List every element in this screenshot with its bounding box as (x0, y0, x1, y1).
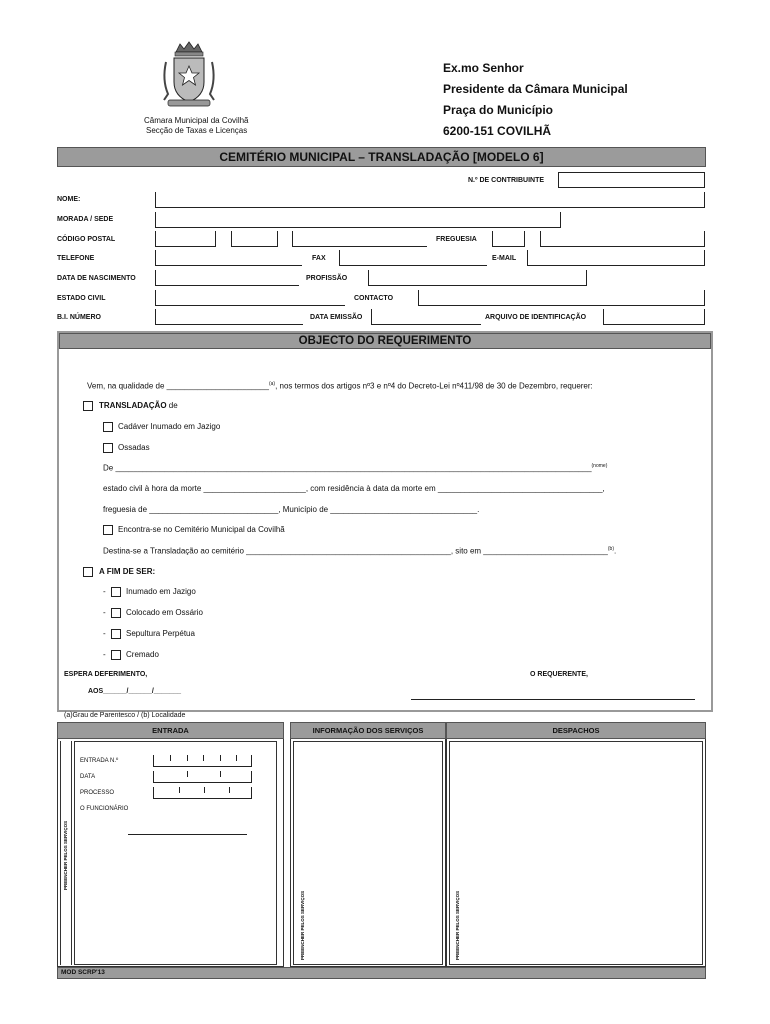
cadaver-checkbox[interactable] (103, 422, 113, 432)
data-emissao-field[interactable] (371, 309, 481, 325)
telefone-label: TELEFONE (57, 255, 95, 262)
date-line: AOS______/______/_______ (88, 688, 182, 695)
cremado-label: Cremado (126, 650, 159, 659)
despachos-header: DESPACHOS (446, 722, 706, 739)
afim-label: A FIM DE SER: (99, 567, 156, 576)
arquivo-field[interactable] (603, 309, 705, 325)
ossario-checkbox[interactable] (111, 608, 121, 618)
form-title: CEMITÉRIO MUNICIPAL – TRANSLADAÇÃO [MODELO 6] (57, 147, 706, 167)
ossario-label: Colocado em Ossário (126, 608, 203, 617)
address-line: Presidente da Câmara Municipal (443, 82, 628, 96)
option-dash: - (103, 608, 106, 617)
destina-end: . (614, 546, 617, 556)
de-sup: (nome) (591, 463, 608, 469)
municipal-coat-of-arms-icon (160, 40, 218, 112)
morada-field[interactable] (155, 212, 561, 228)
inumado-label: Inumado em Jazigo (126, 587, 196, 596)
footnotes: (a)Grau de Parentesco / (b) Localidade (64, 712, 186, 719)
sepultura-checkbox[interactable] (111, 629, 121, 639)
profissao-label: PROFISSÃO (306, 275, 348, 282)
info-vertical-label: PREENCHER PELOS SERVIÇOS (300, 890, 305, 960)
data-nascimento-label: DATA DE NASCIMENTO (57, 275, 136, 282)
entrada-no-label: ENTRADA N.º (80, 758, 119, 764)
transladacao-label (99, 401, 178, 410)
encontra-label: Encontra-se no Cemitério Municipal da Covilhã (118, 525, 285, 534)
profissao-field[interactable] (368, 270, 587, 286)
espera-deferimento: ESPERA DEFERIMENTO, (64, 671, 148, 678)
arquivo-label: ARQUIVO DE IDENTIFICAÇÃO (485, 314, 587, 321)
transladacao-bold: TRANSLADAÇÃO (99, 401, 167, 410)
destina-line (103, 546, 616, 556)
bi-numero-field[interactable] (155, 309, 303, 325)
address-line: 6200-151 COVILHÃ (443, 124, 552, 138)
funcionario-label: O FUNCIONÁRIO (80, 806, 129, 812)
ossadas-label: Ossadas (118, 443, 150, 452)
info-inner-box[interactable] (293, 741, 443, 965)
codigo-postal-field-2[interactable] (231, 231, 278, 247)
freguesia-field-1[interactable] (492, 231, 525, 247)
email-label: E-MAIL (492, 255, 517, 262)
option-dash: - (103, 629, 106, 638)
bi-numero-label: B.I. NÚMERO (57, 314, 101, 321)
entrada-vertical-label: PREENCHER PELOS SERVIÇOS (63, 820, 68, 890)
localidade-field[interactable] (292, 231, 427, 247)
nome-label: NOME: (57, 196, 81, 203)
processo-field[interactable] (153, 787, 252, 799)
recipient-address (443, 58, 628, 142)
option-dash: - (103, 587, 106, 596)
despachos-vertical-label: PREENCHER PELOS SERVIÇOS (455, 890, 460, 960)
data-label: DATA (80, 774, 96, 780)
intro-sup: (a) (268, 381, 276, 387)
morada-label: MORADA / SEDE (57, 216, 114, 223)
contribuinte-label: N.º DE CONTRIBUINTE (468, 177, 545, 184)
intro-rest: , nos termos dos artigos nº3 e nº4 do Decreto-Lei nº411/98 de 30 de Dezembro, requerer: (275, 381, 593, 391)
contacto-label: CONTACTO (354, 295, 394, 302)
entrada-no-field[interactable] (153, 755, 252, 767)
data-emissao-label: DATA EMISSÃO (310, 314, 363, 321)
transladacao-suffix: de (166, 401, 178, 410)
freguesia-municipio-line: freguesia de _____________________________, Município de _________________________________. (103, 505, 480, 514)
funcionario-signature-line[interactable] (128, 834, 247, 835)
intro-line (87, 381, 593, 391)
objecto-heading: OBJECTO DO REQUERIMENTO (59, 333, 711, 349)
address-line: Praça do Município (443, 103, 554, 117)
freguesia-field-2[interactable] (540, 231, 705, 247)
address-line: Ex.mo Senhor (443, 61, 524, 75)
cadaver-label: Cadáver Inumado em Jazigo (118, 422, 221, 431)
transladacao-checkbox[interactable] (83, 401, 93, 411)
signature-line[interactable] (411, 699, 695, 700)
estado-civil-label: ESTADO CIVIL (57, 295, 106, 302)
sepultura-label: Sepultura Perpétua (126, 629, 195, 638)
option-dash: - (103, 650, 106, 659)
fax-label: FAX (312, 255, 326, 262)
contacto-field[interactable] (418, 290, 705, 306)
footer-code: MOD SCRP'13 (61, 969, 105, 976)
freguesia-label: FREGUESIA (436, 236, 477, 243)
intro-text: Vem, na qualidade de _______________________ (87, 381, 269, 391)
requerente-label: O REQUERENTE, (530, 671, 588, 678)
fax-field[interactable] (339, 250, 487, 266)
de-text: De ___________________________________________________________________________________________________________ (103, 463, 592, 473)
inumado-checkbox[interactable] (111, 587, 121, 597)
de-line (103, 463, 607, 473)
info-header: INFORMAÇÃO DOS SERVIÇOS (290, 722, 446, 739)
cremado-checkbox[interactable] (111, 650, 121, 660)
nome-field[interactable] (155, 192, 705, 208)
org-department: Secção de Taxas e Licenças (146, 126, 248, 135)
ossadas-checkbox[interactable] (103, 443, 113, 453)
data-field[interactable] (153, 771, 252, 783)
processo-label: PROCESSO (80, 790, 115, 796)
destina-text: Destina-se a Transladação ao cemitério ______________________________________________, sito em ____________________________ (103, 546, 608, 556)
destina-sup: (b) (607, 546, 615, 552)
footer-bar (57, 967, 706, 979)
afim-checkbox[interactable] (83, 567, 93, 577)
estado-civil-morte-line: estado civil à hora da morte _______________________, com residência à data da morte em _____________________________________, (103, 484, 605, 493)
despachos-inner-box[interactable] (449, 741, 703, 965)
email-field[interactable] (527, 250, 705, 266)
entrada-header: ENTRADA (57, 722, 284, 739)
codigo-postal-label: CÓDIGO POSTAL (57, 236, 116, 243)
encontra-checkbox[interactable] (103, 525, 113, 535)
estado-civil-field[interactable] (155, 290, 345, 306)
org-name: Câmara Municipal da Covilhã (144, 116, 249, 125)
contribuinte-field[interactable] (558, 172, 705, 188)
codigo-postal-field-1[interactable] (155, 231, 216, 247)
telefone-field[interactable] (155, 250, 302, 266)
data-nascimento-field[interactable] (155, 270, 299, 286)
